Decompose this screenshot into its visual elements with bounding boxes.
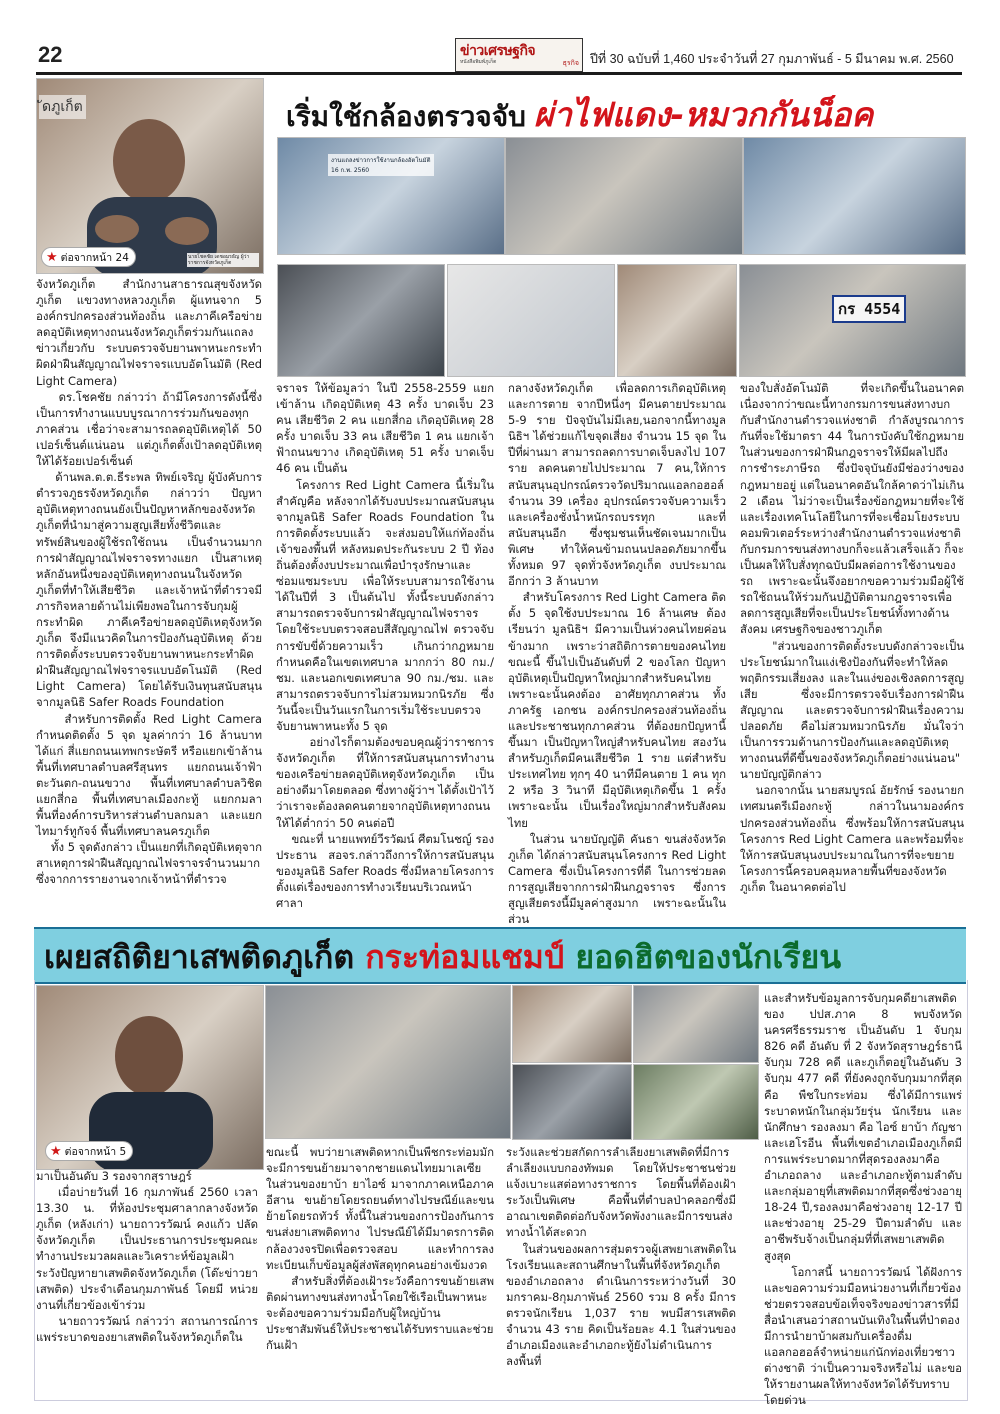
newspaper-logo [455,38,583,72]
story2-headline-black: เผยสถิติยาเสพติดภูเก็ต [44,938,355,976]
license-plate-text: กร 4554 [832,295,906,323]
meeting-photo-4 [633,985,759,1063]
story1-column-1: จังหวัดภูเก็ต สำนักงานสาธารณสุขจังหวัดภูเก็ต แขวงทางหลวงภูเก็ต ผู้แทนจาก 5 องค์กรปกครองส่วนท้องถิ่น และภาคีเครือข่ายลดอุบัติเหตุทางถนนจังหวัดภูเก็ตร่วมกันแถลงข่าวเกี่ยวกับ ระบบตรวจจับยานพาหนะกระทำผิดฝ่าฝืนสัญญาณไฟจราจรแบบอัตโนมัติ (Red Light Camera) ดร.โชคชัย กล่าวว่า ถ้ามีโครงการดังนี้ซึ่งเป็นการทำงานแบบบูรณาการร่วมกันของทุกภาคส่วน เชื่อว่าจะสามารถลดอุบัติเหตุได้ 50 เปอร์เซ็นต์แน่นอน แต่ภูเก็ตตั้งเป้าลดอุบัติเหตุให้ได้ร้อยเปอร์เซ็นต์ ด้านพล.ต.ต.ธีระพล ทิพย์เจริญ ผู้บังคับการตำรวจภูธรจังหวัดภูเก็ต กล่าวว่า ปัญหาอุบัติเหตุทางถนนยังเป็นปัญหาหลักของจังหวัดภูเก็ตที่นำมาสู่ความสูญเสียทั้งชีวิตและทรัพย์สินของผู้ใช้รถใช้ถนน เป็นจำนวนมาก การฝ่าสัญญาณไฟจราจรทางแยก เป็นสาเหตุหลักอันหนึ่งของอุบัติเหตุทางถนนในจังหวัดภูเก็ตที่ทำให้เสียชีวิต และเจ้าหน้าที่ตำรวจมีภารกิจหลายด้านไม่เพียงพอในการจับกุมผู้กระทำผิด ภาคีเครือข่ายลดอุบัติเหตุจังหวัดภูเก็ต จึงมีแนวคิดในการป้องกันอุบัติเหตุ ด้วยการติดตั้งระบบตรวจจับยานพาหนะกระทำผิดฝ่าฝืนสัญญาณไฟจราจรแบบอัตโนมัติ (Red Light Camera) โดยได้รับเงินทุนสนับสนุนจากมูลนิธิ Safer Roads Foundation สำหรับการติดตั้ง Red Light Camera กำหนดติดตั้ง 5 จุด มูลค่ากว่า 16 ล้านบาท ได้แก่ สี่แยกถนนเทพกระษัตรี หรือแยกเข้าล้าน พื้นที่เทศบาลตำบลศรีสุนทร แยกถนนเจ้าฟ้าตะวันตก-ถนนขวาง พื้นที่เทศบาลตำบลวิชิต แยกสี่กอ พื้นที่เทศบาลเมืองกะทู้ แยกกมลา พื้นที่องค์การบริหารส่วนตำบลกมลา และแยกไทมาร์ทูกัจจ์ พื้นที่เทศบาลนครภูเก็ต ทั้ง 5 จุดดังกล่าว เป็นแยกที่เกิดอุบัติเหตุจากสาเหตุการฝ่าฝืนสัญญาณไฟจราจรจำนวนมาก ซึ่งจากการรายงานจากเจ้าหน้าที่ตำรวจ [36,277,263,887]
jump-tag-page-24[interactable] [41,247,136,267]
jump-tag-page-5[interactable] [45,1141,133,1161]
meeting-photo-5 [633,1064,759,1140]
meeting-photo-2 [512,985,632,1063]
story1-column-4: ของใบสั่งอัตโนมัติ ที่จะเกิดขึ้นในอนาคต เนื่องจากว่าขณะนี้ทางกรมการขนส่งทางบกกับสำนักงานตำรวจแห่งชาติ กำลังบูรณาการกันที่จะใช้มาตรา 44 ในการบังคับใช้กฎหมายในส่วนของการฝ่าฝืนกฎจราจรให้มีผลไปถึงการชำระภาษีรถ ซึ่งปัจจุบันยังมีช่องว่างของกฎหมายอยู่ แต่ในอนาคตอันใกล้คาดว่าไม่เกิน 2 เดือน ไม่ว่าจะเป็นเรื่องข้อกฎหมายที่จะใช้ และเรื่องเทคโนโลยีในการที่จะเชื่อมโยงระบบคอมพิวเตอร์ระหว่างสำนักงานตำรวจแห่งชาติกับกรมการขนส่งทางบกก็จะแล้วเสร็จแล้ว ก็จะเป็นผลให้ใบสั่งทุกฉบับมีผลต่อการใช้งานของรถ เพราะฉะนั้นจึงอยากขอความร่วมมือผู้ใช้รถใช้ถนนให้ร่วมกันปฏิบัติตามกฎจราจรเพื่อลดการสูญเสียที่จะเป็นประโยชน์ทั้งทางด้านสังคม เศรษฐกิจของชาวภูเก็ต "ส่วนของการติดตั้งระบบดังกล่าวจะเป็นประโยชน์มากในแง่เชิงป้องกันที่จะทำให้ลดพฤติกรรมเสี่ยงลง และในแง่ของเชิงลดการสูญเสีย ซึ่งจะมีการตรวจจับเรื่องการฝ่าฝืนสัญญาณ และตรวจจับการฝ่าฝืนเรื่องความปลอดภัย คือไม่สวมหมวกนิรภัย มั่นใจว่าเป็นการรวมด้านการป้องกันและลดอุบัติเหตุทางถนนที่ดีขึ้นของจังหวัดภูเก็ตอย่างแน่นอน" นายบัญญัติกล่าว นอกจากนั้น นายสมบูรณ์ อัยรักษ์ รองนายกเทศมนตรีเมืองกะทู้ กล่าวในนามองค์กรปกครองส่วนท้องถิ่น ซึ่งพร้อมให้การสนับสนุนโครงการ Red Light Camera และพร้อมที่จะให้การสนับสนุนงบประมาณในการที่จะขยายโครงการนี้ครอบคลุมหลายพื้นที่ของจังหวัดภูเก็ต ในอนาคตต่อไป [740,381,964,894]
star-icon: ★ [46,249,58,265]
governor-portrait-photo [36,78,264,274]
portrait-caption: นายโชคชัย เดชอมรธัญ ผู้ว่าราชการจังหวัดภูเก็ต [187,253,259,267]
page-number: 22 [38,42,63,67]
meeting-photo-3 [512,1064,632,1140]
story2-column-1: มาเป็นอันดับ 3 รองจากสุราษฎร์ เมื่อบ่ายวันที่ 16 กุมภาพันธ์ 2560 เวลา 13.30 น. ที่ห้องประชุมศาลากลางจังหวัดภูเก็ต (หลังเก่า) นายถาวรวัฒน์ คงแก้ว ปลัดจังหวัดภูเก็ต เป็นประธานการประชุมคณะทำงานประมวลผลและวิเคราะห์ข้อมูลเฝ้าระวังปัญหายาเสพติดจังหวัดภูเก็ต (โต๊ะข่าวยาเสพติด) ประจำเดือนกุมภาพันธ์ โดยมี หน่วยงานที่เกี่ยวข้องเข้าร่วม นายถาวรวัฒน์ กล่าวว่า สถานการณ์การแพร่ระบาดของยาเสพติดในจังหวัดภูเก็ตใน [36,1169,258,1344]
portrait-figure-icon [37,79,263,273]
story2-column-3: ระวังและช่วยสกัดการลำเลียงยาเสพติดที่มีการลำเลียงแบบกองทัพมด โดยให้ประชาชนช่วยแจ้งเบาะแสต่อทางราชการ โดยพื้นที่ต้องเฝ้าระวังเป็นพิเศษ คือพื้นที่ตำบลป่าคลอกซึ่งมีอาณาเขตติดต่อกับจังหวัดพังงาและมีการขนส่งทางน้ำได้สะดวก ในส่วนของผลการสุ่มตรวจผู้เสพยาเสพติดในโรงเรียนและสถานศึกษาในพื้นที่จังหวัดภูเก็ต ของอำเภอถลาง ดำเนินการระหว่างวันที่ 30 มกราคม-8กุมภาพันธ์ 2560 รวม 8 ครั้ง มีการตรวจนักเรียน 1,037 ราย พบมีสารเสพติด จำนวน 43 ราย คิดเป็นร้อยละ 4.1 ในส่วนของอำเภอเมืองและอำเภอกะทู้ยังไม่ดำเนินการลงพื้นที่ [506,1145,736,1369]
story2-headline-red: กระท่อมแชมป์ [365,938,565,976]
header-rule [36,72,962,75]
conference-banner-text: งานแถลงข่าวการใช้งานกล้องอัตโนมัติ 16 ก.พ. 2560 [328,154,434,176]
cctv-monitor-wall-photo [277,264,445,377]
license-plate-photo [739,264,966,377]
logo-subtitle: หนังสือพิมพ์ภูเก็ต [460,59,497,65]
deputy-governor-portrait-photo [36,985,264,1170]
story2-headline-green: ยอดฮิตของนักเรียน [575,938,842,976]
story2-headline [44,932,841,983]
star-icon: ★ [50,1143,62,1159]
issue-line: ปีที่ 30 ฉบับที่ 1,460 ประจำวันที่ 27 กุมภาพันธ์ - 5 มีนาคม พ.ศ. 2560 [590,52,954,66]
portrait-label: ัดภูเก็ต [39,95,86,119]
violation-report-screenshot [447,264,615,377]
logo-title: ข่าวเศรษฐกิจ [460,43,536,59]
motorcycle-detection-screenshot [617,264,737,377]
meeting-photo-1 [265,985,511,1139]
logo-tag: ธุรกิจ [562,59,579,67]
press-conference-photo-1 [277,137,505,255]
story1-headline-red: ผ่าไฟแดง-หมวกกันน็อค [533,95,874,134]
press-conference-photo-2 [505,137,743,255]
story1-column-2: จราจร ให้ข้อมูลว่า ในปี 2558-2559 แยกเข้าล้าน เกิดอุบัติเหตุ 43 ครั้ง บาดเจ็บ 23 คน เสียชีวิต 2 คน แยกสี่กอ เกิดอุบัติเหตุ 28 ครั้ง บาดเจ็บ 33 คน เสียชีวิต 1 คน แยกเจ้าฟ้าถนนขวาง เกิดอุบัติเหตุ 51 ครั้ง บาดเจ็บ 46 คน เป็นต้น โครงการ Red Light Camera นี้เริ่มในสำคัญคือ หลังจากได้รับงบประมาณสนับสนุนจากมูลนิธิ Safer Roads Foundation ในการติดตั้งระบบแล้ว จะส่งมอบให้แก่ท้องถิ่นเจ้าของพื้นที่ หลังหมดประกันระบบ 2 ปี ท้องถิ่นต้องตั้งงบประมาณเพื่อบำรุงรักษาและซ่อมแซมระบบ เพื่อให้ระบบสามารถใช้งานได้ในปีที่ 3 เป็นต้นไป ทั้งนี้ระบบดังกล่าวสามารถตรวจจับการฝ่าสัญญาณไฟจราจร โดยใช้ระบบตรวจสอบสีสัญญาณไฟ ตรวจจับการขับขี่ด้วยความเร็ว เกินกว่ากฎหมายกำหนดคือในเขตเทศบาล มากกว่า 80 กม./ชม. และนอกเขตเทศบาล 90 กม./ชม. และสามารถตรวจจับการไม่สวมหมวกนิรภัย ซึ่งวันนี้จะเป็นวันแรกในการเริ่มใช้ระบบตรวจจับยานพาหนะทั้ง 5 จุด อย่างไรก็ตามต้องขอบคุณผู้ว่าราชการจังหวัดภูเก็ต ที่ให้การสนับสนุนการทำงานของเครือข่ายลดอุบัติเหตุจังหวัดภูเก็ต เป็นอย่างดีมาโดยตลอด ซึ่งทางผู้ว่าฯ ได้ตั้งเป้าไว้ว่าเราจะต้องลดคนตายจากอุบัติเหตุทางถนนให้ได้ต่ำกว่า 50 คนต่อปี ขณะที่ นายแพทย์วีรวัฒน์ ศีตมโนชญ์ รองประธาน สอจร.กล่าวถึงการให้การสนับสนุนของมูลนิธิ Safer Roads ซึ่งมีหลายโครงการตั้งแต่เรื่องของการทำงวเรียนบริเวณหน้าศาลา [276,381,495,910]
story2-column-2: ขณะนี้ พบว่ายาเสพติดหากเป็นพืชกระท่อมมักจะมีการขนย้ายมาจากชายแดนไทยมาเลเซียในส่วนของยาบ้า ยาไอซ์ มาจากภาคเหนือภาคอีสาน ขนย้ายโดยรถยนต์ทางไปรษณีย์และขนย้ายโดยรถทัวร์ ทั้งนี้ในส่วนของการป้องกันการขนส่งยาเสพติดทาง ไปรษณีย์ได้มีมาตรการติดกล้องวงจรปิดเพื่อตรวจสอบ และทำการลงทะเบียนเก็บข้อมูลผู้ส่งพัสดุทุกคนอย่างเข้มงวด สำหรับสิ่งที่ต้องเฝ้าระวังคือการขนย้ายเสพติดผ่านทางขนส่งทางน้ำโดยใช้เรือเป็นพาหนะจะต้องขอความร่วมมือกับผู้ใหญ่บ้านประชาสัมพันธ์ให้ประชาชนได้รับทราบและช่วยกันเฝ้า [266,1145,494,1353]
story1-headline-black: เริ่มใช้กล้องตรวจจับ [286,100,526,133]
story1-column-3: กลางจังหวัดภูเก็ต เพื่อลดการเกิดอุบัติเหตุและการตาย จากปีหนึ่งๆ มีคนตายประมาณ 5-9 ราย ปัจจุบันไม่มีเลย,นอกจากนี้ทางมูลนิธิฯ ได้ช่วยแก้ไขจุดเสี่ยง จำนวน 15 จุด ในปีที่ผ่านมา สามารถลดการบาดเจ็บลงไป 107 ราย ลดคนตายไปประมาณ 7 คน,ให้การสนับสนุนอุปกรณ์ตรวจวัดปริมาณแอลกอฮอล์ จำนวน 39 เครื่อง อุปกรณ์ตรวจจับความเร็ว และเครื่องชั่งน้ำหนักรถบรรทุก และที่สนับสนุนอีก ซึ่งชุมชนเห็นชัดเจนมากเป็นพิเศษ ทำให้คนข้ามถนนปลอดภัยมากขึ้น ทั้งหมด 97 จุดทั่วจังหวัดภูเก็ต งบประมาณอีกกว่า 3 ล้านบาท สำหรับโครงการ Red Light Camera ติดตั้ง 5 จุดใช้งบประมาณ 16 ล้านเศษ ต้องเรียนว่า มูลนิธิฯ มีความเป็นห่วงคนไทยค่อนข้างมาก เพราะว่าสถิติการตายของคนไทยขณะนี้ ขึ้นไปเป็นอันดับที่ 2 ของโลก ปัญหาอุบัติเหตุเป็นปัญหาใหญ่มากสำหรับคนไทย เพราะฉะนั้นคงต้อง อาศัยทุกภาคส่วน ทั้งภาครัฐ เอกชน องค์กรปกครองส่วนท้องถิ่นและประชาชนทุกภาคส่วน ที่ต้องยกปัญหานี้ขึ้นมา เป็นปัญหาใหญ่สำหรับคนไทย สองวันสำหรับภูเก็ตมีคนเสียชีวิต 1 ราย แต่สำหรับประเทศไทย ทุกๆ 40 นาทีมีคนตาย 1 คน ทุก 2 หรือ 3 วินาที มีอุบัติเหตุเกิดขึ้น 1 ครั้ง เพราะฉะนั้น เป็นเรื่องใหญ่มากสำหรับสังคมไทย ในส่วน นายบัญญัติ คันธา ขนส่งจังหวัดภูเก็ต ได้กล่าวสนับสนุนโครงการ Red Light Camera ซึ่งเป็นโครงการที่ดี ในการช่วยลดการสูญเสียจากการฝ่าฝืนกฎจราจร ซึ่งการสูญเสียตรงนี้มีมูลค่าสูงมาก เพราะฉะนั้นในส่วน [508,381,727,927]
jump-tag-label: ต่อจากหน้า 5 [64,1145,127,1158]
story1-headline [286,88,873,141]
jump-tag-label: ต่อจากหน้า 24 [60,251,129,264]
press-conference-photo-3 [743,137,966,255]
story2-column-4: และสำหรับข้อมูลการจับกุมคดียาเสพติดของ ปปส.ภาค 8 พบจังหวัดนครศรีธรรมราช เป็นอันดับ 1 จับกุม 826 คดี อันดับ ที่ 2 จังหวัดสุราษฎร์ธานี จับกุม 728 คดี และภูเก็ตอยู่ในอันดับ 3 จับกุม 477 คดี ที่ยังคงถูกจับกุมมากที่สุด คือ พืชใบกระท่อม ซึ่งได้มีการแพร่ระบาดหนักในกลุ่มวัยรุ่น นักเรียน และนักศึกษา รองลงมา คือ ไอซ์ ยาบ้า กัญชา และเฮโรอีน พื้นที่เขตอำเภอเมืองภูเก็ตมีการแพร่ระบาดมากที่สุดรองลงมาคืออำเภอถลาง และอำเภอกะทู้ตามลำดับ และกลุ่มอายุที่เสพติดมากที่สุดซึ่งช่วงอายุ 18-24 ปี,รองลงมาคือช่วงอายุ 12-17 ปี และช่วงอายุ 25-29 ปีตามลำดับ และอาชีพรับจ้างเป็นกลุ่มที่ที่เสพยาเสพติดสูงสุด โอกาสนี้ นายถาวรวัฒน์ ได้ฝังการและขอความร่วมมือหน่วยงานที่เกี่ยวข้องช่วยตรวจสอบข้อเท็จจริงของข่าวสารที่มีสื่อนำเสนอว่าสถานบันเทิงในพื้นที่ป่าตองมีการนำยาบ้าผสมกับเครื่องดื่มแอลกอฮอล์จำหน่ายแก่นักท่องเที่ยวชาวต่างชาติ ว่าเป็นความจริงหรือไม่ และขอให้รายงานผลให้ทางจังหวัดได้รับทราบโดยด่วน [764,991,962,1408]
